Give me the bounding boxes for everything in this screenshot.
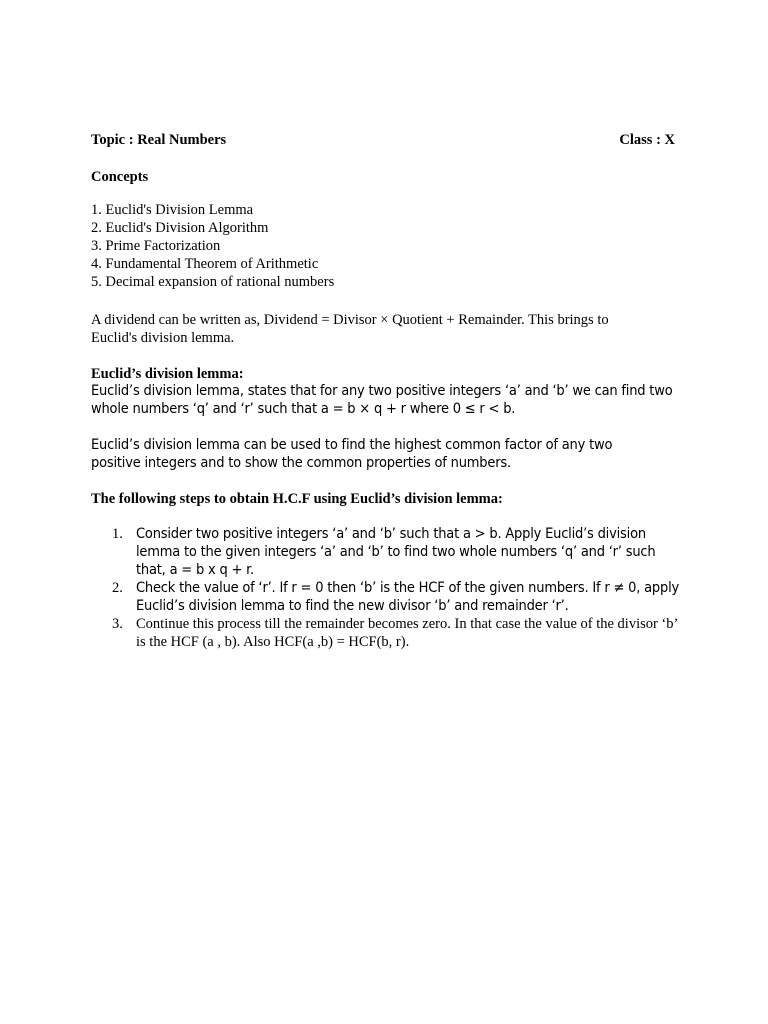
step-item bbox=[91, 525, 681, 579]
step-item bbox=[91, 615, 681, 651]
header-row bbox=[91, 131, 675, 149]
concept-item: 4. Fundamental Theorem of Arithmetic bbox=[91, 256, 319, 272]
concept-item: 2. Euclid's Division Algorithm bbox=[91, 220, 269, 236]
steps-heading: The following steps to obtain H.C.F using Euclid’s division lemma: bbox=[91, 491, 503, 507]
step-number: 3. bbox=[112, 616, 123, 632]
step-text: Continue this process till the remainder becomes zero. In that case the value of the divisor ‘b’ is the HCF (a , b). Also HCF(a ,b) = HCF(b, r). bbox=[136, 616, 678, 650]
concept-list bbox=[91, 201, 334, 291]
step-number: 2. bbox=[112, 580, 123, 596]
intro-paragraph: A dividend can be written as, Dividend = Divisor × Quotient + Remainder. This brings to Euclid's division lemma. bbox=[91, 312, 609, 346]
step-text: Check the value of ‘r’. If r = 0 then ‘b’ is the HCF of the given numbers. If r ≠ 0, apply Euclid’s division lemma to find the new divisor ‘b’ and remainder ‘r’. bbox=[136, 580, 680, 614]
topic-heading: Topic : Real Numbers bbox=[91, 132, 227, 148]
step-item bbox=[91, 579, 681, 615]
step-text: Consider two positive integers ‘a’ and ‘b’ such that a > b. Apply Euclid’s division lemma to the given integers ‘a’ and ‘b’ to find two whole numbers ‘q’ and ‘r’ such that, a = b x q + r. bbox=[136, 526, 656, 578]
concept-item: 3. Prime Factorization bbox=[91, 238, 221, 254]
concepts-heading: Concepts bbox=[91, 169, 149, 185]
concept-item: 5. Decimal expansion of rational numbers bbox=[91, 274, 335, 290]
steps-list bbox=[91, 525, 681, 651]
class-label: Class : X bbox=[619, 132, 675, 148]
step-number: 1. bbox=[112, 526, 123, 542]
concept-item: 1. Euclid's Division Lemma bbox=[91, 202, 254, 218]
lemma-heading: Euclid’s division lemma: bbox=[91, 366, 244, 382]
lemma-statement: Euclid’s division lemma, states that for any two positive integers ‘a’ and ‘b’ we can find two whole numbers ‘q’ and ‘r’ such that a = b × q + r where 0 ≤ r < b. bbox=[91, 383, 673, 417]
lemma-usage-paragraph: Euclid’s division lemma can be used to find the highest common factor of any two positive integers and to show the common properties of numbers. bbox=[91, 437, 613, 471]
